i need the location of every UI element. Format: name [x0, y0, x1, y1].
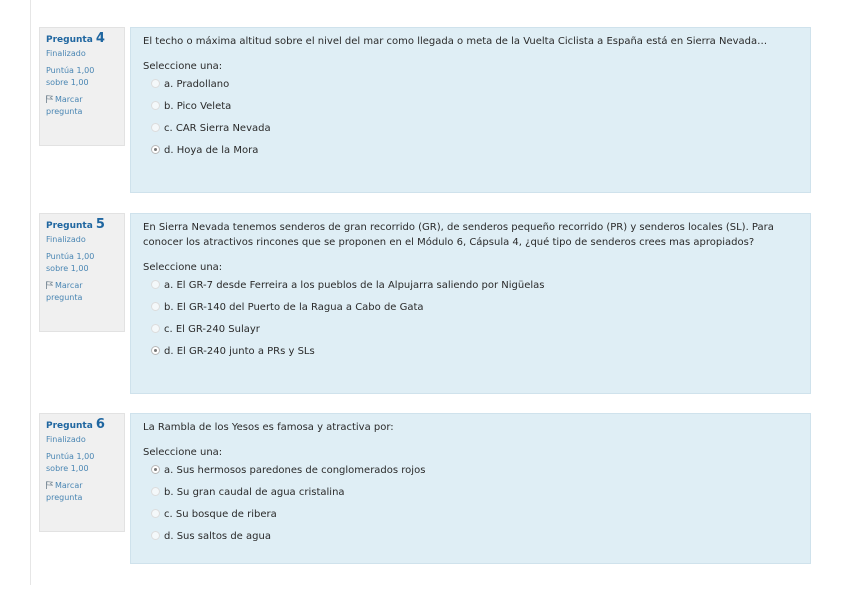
flag-question-link[interactable]: Marcar pregunta	[46, 481, 83, 502]
radio-button[interactable]	[151, 531, 160, 540]
radio-button-selected[interactable]	[151, 145, 160, 154]
select-prompt: Seleccione una:	[143, 61, 223, 72]
question-text: En Sierra Nevada tenemos senderos de gran recorrido (GR), de senderos pequeño recorrido (PR) y senderos locales (SL). Para conocer los atractivos rincones que se proponen en el Módulo 6, Cápsula 4, ¿qué tipo de senderos crees mas apropiados?	[143, 222, 774, 248]
answer-list	[143, 462, 798, 550]
answer-option-b[interactable]: b. Pico Veleta	[143, 98, 798, 120]
flag-question-link[interactable]: Marcar pregunta	[46, 281, 83, 302]
answer-option-b[interactable]: b. El GR-140 del Puerto de la Ragua a Cabo de Gata	[143, 299, 798, 321]
question-info	[39, 413, 125, 532]
radio-button[interactable]	[151, 302, 160, 311]
question-grade: Puntúa 1,00 sobre 1,00	[46, 252, 95, 273]
radio-button-selected[interactable]	[151, 346, 160, 355]
flag-icon	[46, 95, 53, 103]
answer-option-d[interactable]: d. Hoya de la Mora	[143, 142, 798, 164]
question-state: Finalizado	[46, 235, 86, 244]
answer-option-c[interactable]: c. CAR Sierra Nevada	[143, 120, 798, 142]
answer-option-a[interactable]: a. Sus hermosos paredones de conglomerados rojos	[143, 462, 798, 484]
flag-question-link[interactable]: Marcar pregunta	[46, 95, 83, 116]
question-text: El techo o máxima altitud sobre el nivel del mar como llegada o meta de la Vuelta Ciclista a España está en Sierra Nevada…	[143, 36, 768, 47]
answer-option-c[interactable]: c. El GR-240 Sulayr	[143, 321, 798, 343]
radio-button[interactable]	[151, 324, 160, 333]
question-content	[130, 213, 811, 394]
radio-button-selected[interactable]	[151, 465, 160, 474]
radio-button[interactable]	[151, 280, 160, 289]
flag-icon	[46, 281, 53, 289]
answer-option-d[interactable]: d. Sus saltos de agua	[143, 528, 798, 550]
flag-icon	[46, 481, 53, 489]
left-divider	[30, 0, 31, 585]
answer-option-a[interactable]: a. Pradollano	[143, 76, 798, 98]
radio-button[interactable]	[151, 123, 160, 132]
answer-option-c[interactable]: c. Su bosque de ribera	[143, 506, 798, 528]
radio-button[interactable]	[151, 101, 160, 110]
question-grade: Puntúa 1,00 sobre 1,00	[46, 452, 95, 473]
select-prompt: Seleccione una:	[143, 262, 223, 273]
answer-list	[143, 76, 798, 164]
question-state: Finalizado	[46, 49, 86, 58]
answer-option-d[interactable]: d. El GR-240 junto a PRs y SLs	[143, 343, 798, 365]
select-prompt: Seleccione una:	[143, 447, 223, 458]
radio-button[interactable]	[151, 79, 160, 88]
question-grade: Puntúa 1,00 sobre 1,00	[46, 66, 95, 87]
question-content	[130, 27, 811, 193]
radio-button[interactable]	[151, 509, 160, 518]
question-text: La Rambla de los Yesos es famosa y atractiva por:	[143, 422, 394, 433]
answer-option-a[interactable]: a. El GR-7 desde Ferreira a los pueblos de la Alpujarra saliendo por Nigüelas	[143, 277, 798, 299]
question-content	[130, 413, 811, 564]
answer-option-b[interactable]: b. Su gran caudal de agua cristalina	[143, 484, 798, 506]
radio-button[interactable]	[151, 487, 160, 496]
question-number: Pregunta 5	[46, 217, 105, 232]
answer-list	[143, 277, 798, 365]
question-info	[39, 213, 125, 332]
question-number: Pregunta 4	[46, 31, 105, 46]
question-info	[39, 27, 125, 146]
question-state: Finalizado	[46, 435, 86, 444]
question-number: Pregunta 6	[46, 417, 105, 432]
